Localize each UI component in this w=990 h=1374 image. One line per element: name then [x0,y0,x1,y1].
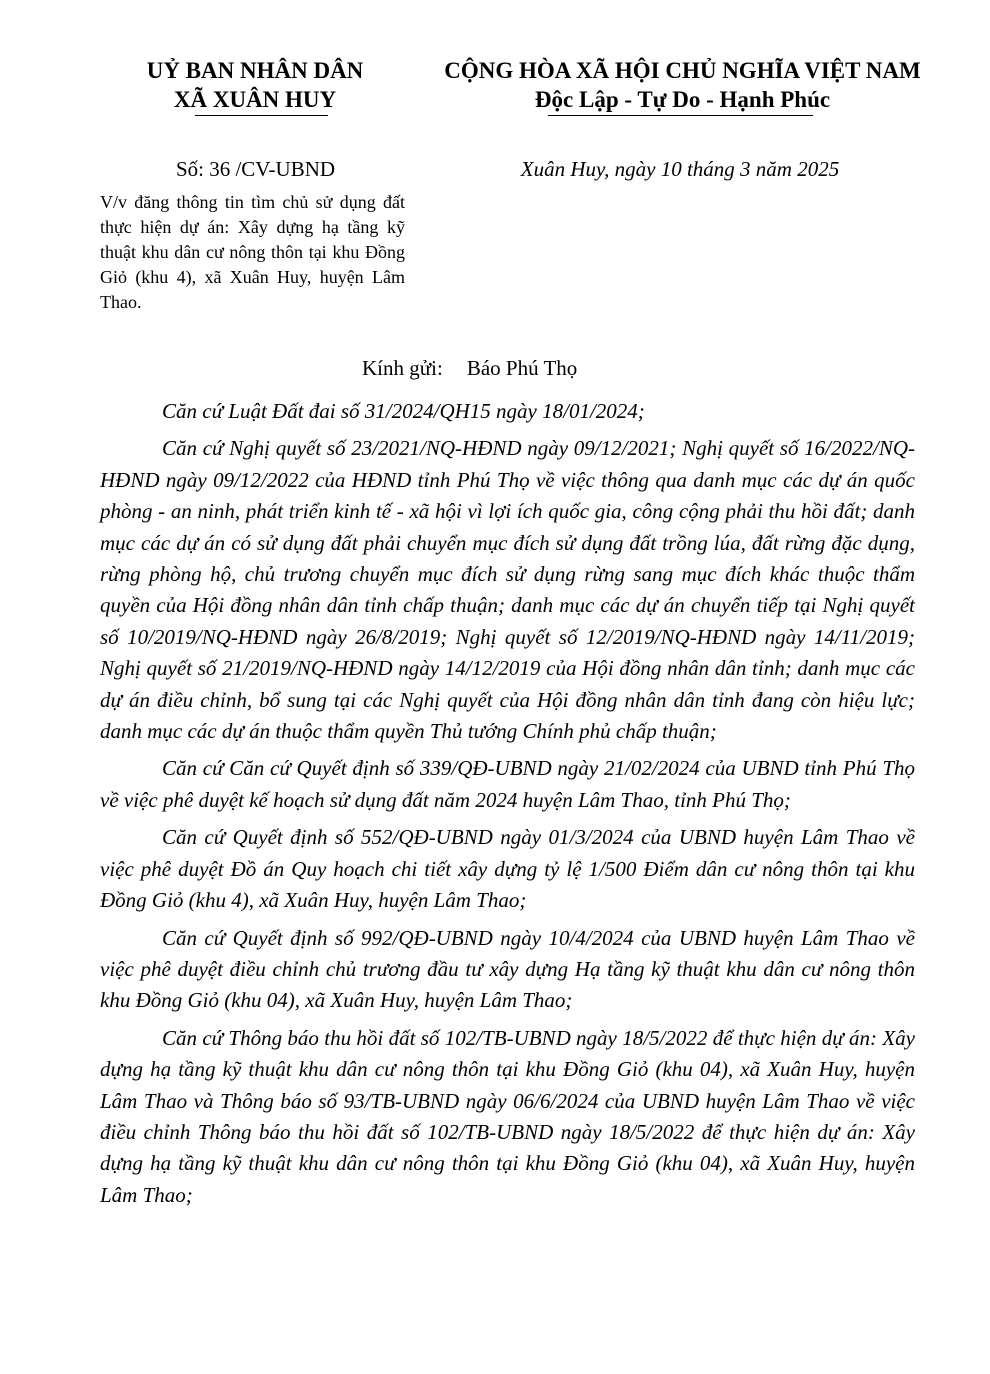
document-subject: V/v đăng thông tin tìm chủ sử dụng đất thực hiện dự án: Xây dựng hạ tầng kỹ thuật khu dân cư nông thôn tại khu Đồng Giỏ (khu 4), xã Xuân Huy, huyện Lâm Thao. [100,192,405,312]
legal-basis-paragraph: Căn cứ Căn cứ Quyết định số 339/QĐ-UBND ngày 21/02/2024 của UBND tỉnh Phú Thọ về việc phê duyệt kế hoạch sử dụng đất năm 2024 huyện Lâm Thao, tỉnh Phú Thọ; [100,756,915,812]
authority-line-1: UỶ BAN NHÂN DÂN [146,58,364,83]
legal-basis-paragraph: Căn cứ Quyết định số 992/QĐ-UBND ngày 10/4/2024 của UBND huyện Lâm Thao về việc phê duyệt điều chỉnh chủ trương đầu tư xây dựng Hạ tầng kỹ thuật khu dân cư nông thôn khu Đồng Giỏ (khu 04), xã Xuân Huy, huyện Lâm Thao; [100,925,915,1013]
authority-underline [195,115,328,116]
recipient-line [362,356,577,381]
recipient-label: Kính gửi: [362,356,443,380]
legal-basis-paragraph: Căn cứ Nghị quyết số 23/2021/NQ-HĐND ngày 09/12/2021; Nghị quyết số 16/2022/NQ-HĐND ngày 09/12/2022 của HĐND tỉnh Phú Thọ về việc thông qua danh mục các dự án quốc phòng - an ninh, phát triển kinh tế - xã hội vì lợi ích quốc gia, công cộng phải thu hồi đất; danh mục các dự án có sử dụng đất phải chuyển mục đích sử dụng đất trồng lúa, đất rừng đặc dụng, rừng phòng hộ, chủ trương chuyển mục đích sử dụng rừng sang mục đích khác thuộc thẩm quyền của Hội đồng nhân dân tỉnh chấp thuận; danh mục các dự án chuyển tiếp tại Nghị quyết số 10/2019/NQ-HĐND ngày 26/8/2019; Nghị quyết số 12/2019/NQ-HĐND ngày 14/11/2019; Nghị quyết số 21/2019/NQ-HĐND ngày 14/12/2019 của Hội đồng nhân dân tỉnh; danh mục các dự án điều chỉnh, bổ sung tại các Nghị quyết của Hội đồng nhân dân tỉnh đang còn hiệu lực; danh mục các dự án thuộc thẩm quyền Thủ tướng Chính phủ chấp thuận; [100,436,915,744]
motto-underline [548,115,813,116]
place-and-date: Xuân Huy, ngày 10 tháng 3 năm 2025 [520,157,840,181]
issuing-authority [110,56,400,114]
document-number: Số: 36 /CV-UBND [175,157,336,181]
legal-basis-paragraph: Căn cứ Thông báo thu hồi đất số 102/TB-UBND ngày 18/5/2022 để thực hiện dự án: Xây dựng hạ tầng kỹ thuật khu dân cư nông thôn tại khu Đồng Giỏ (khu 04), xã Xuân Huy, huyện Lâm Thao và Thông báo số 93/TB-UBND ngày 06/6/2024 của UBND huyện Lâm Thao về việc điều chỉnh Thông báo thu hồi đất số 102/TB-UBND ngày 18/5/2022 để thực hiện dự án: Xây dựng hạ tầng kỹ thuật khu dân cư nông thôn tại khu Đồng Giỏ (khu 04), xã Xuân Huy, huyện Lâm Thao; [100,1025,915,1207]
national-motto [405,56,960,114]
recipient-name: Báo Phú Thọ [466,356,578,380]
motto: Độc Lập - Tự Do - Hạnh Phúc [534,87,831,112]
document-body [100,396,915,1217]
legal-basis-paragraph: Căn cứ Quyết định số 552/QĐ-UBND ngày 01/3/2024 của UBND huyện Lâm Thao về việc phê duyệt Đồ án Quy hoạch chi tiết xây dựng tỷ lệ 1/500 Điểm dân cư nông thôn tại khu Đồng Giỏ (khu 4), xã Xuân Huy, huyện Lâm Thao; [100,825,915,913]
legal-basis-paragraph: Căn cứ Luật Đất đai số 31/2024/QH15 ngày 18/01/2024; [162,399,645,423]
authority-line-2: XÃ XUÂN HUY [173,87,337,112]
nation-name: CỘNG HÒA XÃ HỘI CHỦ NGHĨA VIỆT NAM [444,58,921,83]
